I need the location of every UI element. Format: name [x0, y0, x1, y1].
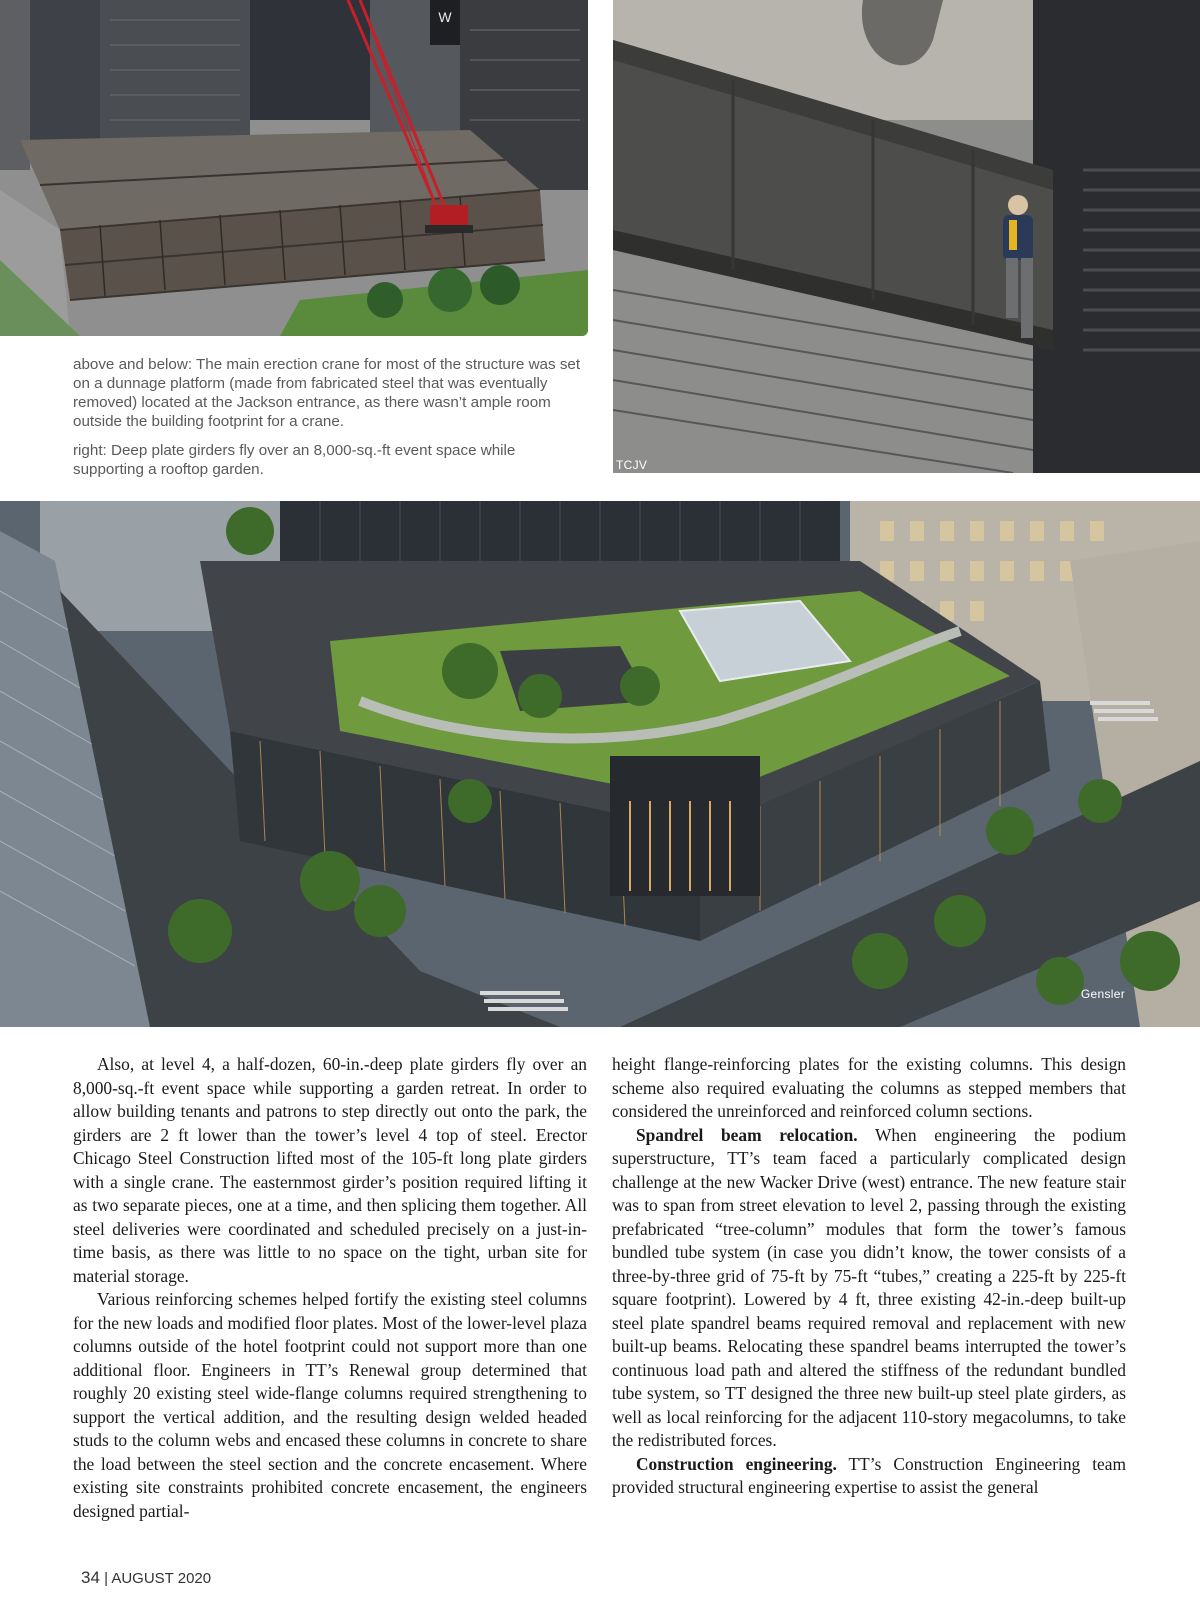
article-paragraph-spandrel: [612, 1124, 1126, 1453]
article-column-right: [612, 1053, 1126, 1500]
article-paragraph: Also, at level 4, a half-dozen, 60-in.-deep plate girders fly over an 8,000-sq.-ft event space while supporting a garden retreat. In order to allow building tenants and patrons to step directly out onto the park, the girders are 2 ft lower than the tower’s level 4 top of steel. Erector Chicago Steel Construction lifted most of the 105-ft long plate girders with a single crane. The easternmost girder’s position required lifting it as two separate pieces, one at a time, and then splicing them together. All steel deliveries were coordinated and scheduled precisely on a just-in-time basis, as there was little to no space on the tight, urban site for material storage.: [73, 1054, 587, 1286]
page-folio: [81, 1568, 211, 1588]
article-paragraph: Various reinforcing schemes helped fortify the existing steel columns for the new loads and modified floor plates. Most of the lower-level plaza columns outside of the hotel footprint could not support more than one additional floor. Engineers in TT’s Renewal group determined that roughly 20 existing steel wide-flange columns required strengthening to support the vertical addition, and the resulting design welded headed studs to the column webs and encased these columns in concrete to share the load between the steel section and the concrete encasement. Where existing site constraints prohibited concrete encasement, the engineers designed partial-: [73, 1289, 587, 1521]
article-paragraph-construction: [612, 1453, 1126, 1500]
article-column-left: [73, 1053, 587, 1523]
page-number: 34: [81, 1568, 100, 1587]
construction-crane-photo: [0, 0, 588, 336]
photo-caption-right: right: Deep plate girders fly over an 8,000-sq.-ft event space while supporting a rooftop garden.: [73, 442, 516, 478]
svg-text:W: W: [438, 9, 452, 25]
photo-credit: Gensler: [1080, 987, 1125, 1001]
article-paragraph-text: When engineering the podium superstructure, TT’s team faced a particularly complicated design challenge at the new Wacker Drive (west) entrance. The new feature stair was to span from street elevation to level 2, passing through the existing prefabricated “tree-column” modules that form the tower’s famous bundled tube system (in case you didn’t know, the tower consists of a three-by-three grid of 75-ft by 75-ft “tubes,” creating a 225-ft by 225-ft square footprint). Lowered by 4 ft, three existing 42-in.-deep built-up steel plate spandrel beams required removal and replacement with new built-up beams. Relocating these spandrel beams interrupted the tower’s continuous load path and altered the stiffness of the redundant bundled tube system, so TT designed the three new built-up steel plate girders, as well as local reinforcing for the adjacent 110-story megacolumns, to take the redistributed forces.: [612, 1124, 1127, 1450]
folio-separator: |: [99, 1570, 112, 1587]
section-heading-spandrel: Spandrel beam relocation.: [636, 1124, 858, 1145]
photo-credit: TCJV: [616, 458, 648, 472]
rooftop-garden-rendering: [0, 501, 1200, 1027]
photo-caption-above: above and below: The main erection crane for most of the structure was set on a dunnage platform (made from fabricated steel that was eventually removed) located at the Jackson entrance, as there wasn’t ample room outside the building footprint for a crane.: [73, 356, 581, 430]
ironworker-girder-photo: [613, 0, 1200, 473]
issue-date: AUGUST 2020: [111, 1570, 212, 1587]
section-heading-construction: Construction engineering.: [636, 1453, 837, 1474]
article-paragraph-text: TT’s Construction Engineering team provided structural engineering expertise to assist the general: [612, 1453, 1126, 1497]
article-paragraph-continued: height flange-reinforcing plates for the existing columns. This design scheme also required evaluating the columns as stepped members that considered the unreinforced and reinforced column sections.: [612, 1054, 1126, 1121]
